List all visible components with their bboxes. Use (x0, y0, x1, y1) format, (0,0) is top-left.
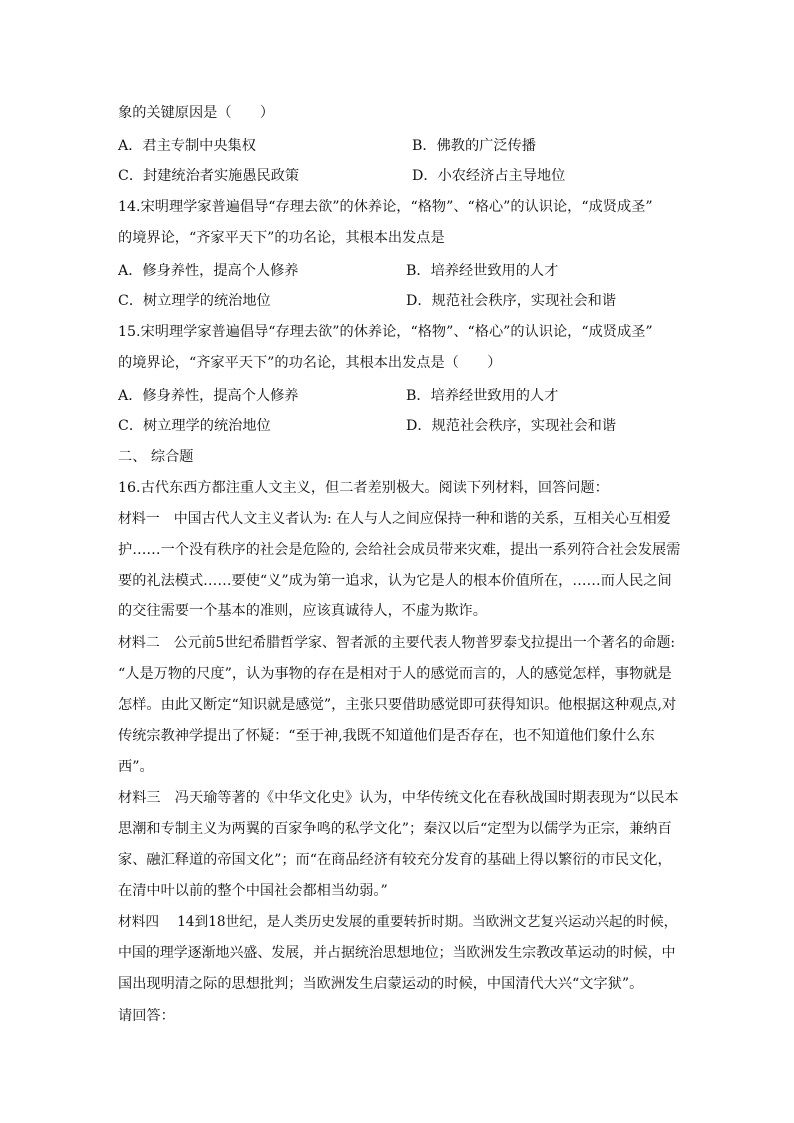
q15-stem-line1: 15.宋明理学家普遍倡导“存理去欲”的休养论，“格物”、“格心”的认识论，“成贤成圣” (118, 324, 653, 340)
q13-option-a: A．君主专制中央集权 (118, 138, 256, 154)
q14-stem-line2: 的境界论，“齐家平天下”的功名论，其根本出发点是 (118, 230, 445, 246)
material3-line: 家、融汇释道的帝国文化”；而“在商品经济有较充分发育的基础上得以繁衍的市民文化， (118, 852, 672, 868)
material4-line: 材料四 14到18世纪，是人类历史发展的重要转折时期。当欧洲文艺复兴运动兴起的时候， (118, 914, 678, 930)
material2-line: “人是万物的尺度”，认为事物的存在是相对于人的感觉而言的，人的感觉怎样，事物就是 (118, 666, 672, 682)
q14-option-b: B．培养经世致用的人才 (406, 263, 559, 279)
material1-line: 要的礼法模式……要使“义”成为第一追求，认为它是人的根本价值所在，……而人民之间 (118, 573, 672, 589)
material2-line: 西”。 (118, 759, 154, 775)
material2-line: 传统宗教神学提出了怀疑：“至于神,我既不知道他们是否存在，也不知道他们象什么东 (118, 728, 655, 744)
q15-option-b: B．培养经世致用的人才 (406, 388, 559, 404)
q13-stem-tail: 象的关键原因是（ ） (118, 105, 275, 121)
q16-prompt: 请回答： (118, 1008, 175, 1024)
material1-line: 材料一 中国古代人文主义者认为: 在人与人之间应保持一种和谐的关系，互相关心互相爱 (118, 511, 671, 527)
material3-line: 材料三 冯天瑜等著的《中华文化史》认为，中华传统文化在春秋战国时期表现为“以民本 (118, 790, 679, 806)
material1-line: 护……一个没有秩序的社会是危险的, 会给社会成员带来灾难，提出一系列符合社会发展需 (118, 542, 681, 558)
q14-stem-line1: 14.宋明理学家普遍倡导“存理去欲”的休养论，“格物”、“格心”的认识论，“成贤成圣” (118, 199, 653, 215)
material2-line: 材料二 公元前5世纪希腊哲学家、智者派的主要代表人物普罗泰戈拉提出一个著名的命题: (118, 635, 676, 651)
q13-option-c: C．封建统治者实施愚民政策 (118, 168, 300, 184)
q15-option-c: C．树立理学的统治地位 (118, 418, 271, 434)
material3-line: 在清中叶以前的整个中国社会都相当幼弱。” (118, 883, 388, 899)
material2-line: 怎样。由此又断定“知识就是感觉”，主张只要借助感觉即可获得知识。他根据这种观点,对 (118, 697, 677, 713)
material1-line: 的交往需要一个基本的准则，应该真诚待人，不虚为欺诈。 (118, 603, 487, 619)
material4-line: 中国的理学逐渐地兴盛、发展，并占据统治思想地位；当欧洲发生宗教改革运动的时候，中 (118, 945, 676, 961)
q14-option-a: A．修身养性，提高个人修养 (118, 263, 299, 279)
q15-stem-line2: 的境界论，“齐家平天下”的功名论，其根本出发点是（ ） (118, 355, 502, 371)
section-heading: 二、 综合题 (118, 449, 194, 465)
q15-option-a: A．修身养性，提高个人修养 (118, 388, 299, 404)
q16-intro: 16.古代东西方都注重人文主义，但二者差别极大。阅读下列材料，回答问题： (118, 480, 609, 496)
q13-option-d: D．小农经济占主导地位 (412, 168, 566, 184)
material4-line: 国出现明清之际的思想批判；当欧洲发生启蒙运动的时候，中国清代大兴“文字狱”。 (118, 976, 644, 992)
q14-option-c: C．树立理学的统治地位 (118, 293, 271, 309)
q13-option-b: B．佛教的广泛传播 (412, 138, 536, 154)
q14-option-d: D．规范社会秩序，实现社会和谐 (406, 293, 617, 309)
material3-line: 思潮和专制主义为两翼的百家争鸣的私学文化”；秦汉以后“定型为以儒学为正宗，兼纳百 (118, 821, 672, 837)
q15-option-d: D．规范社会秩序，实现社会和谐 (406, 418, 617, 434)
